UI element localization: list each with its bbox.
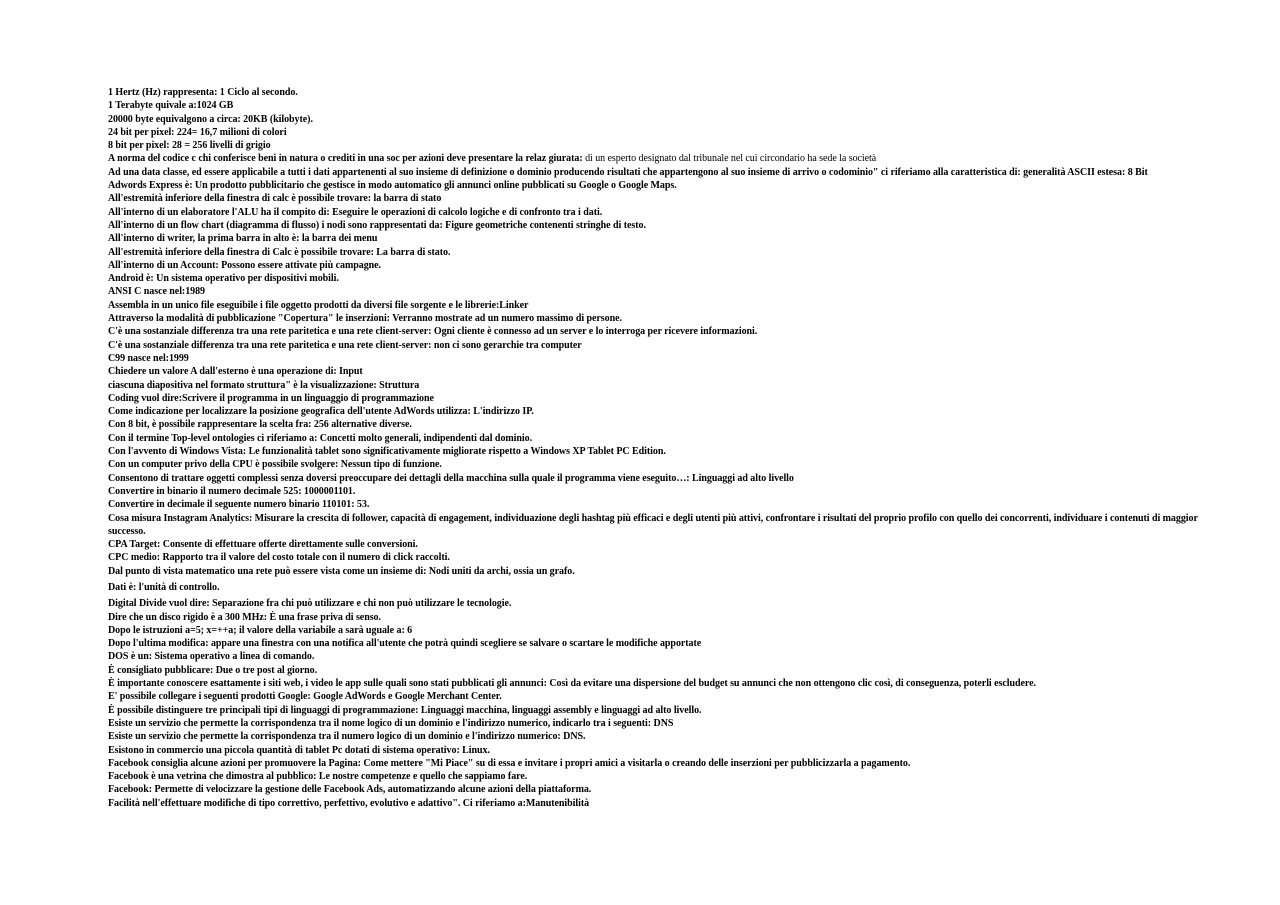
text-line-content: Facebook consiglia alcune azioni per promuovere la Pagina: Come mettere "Mi Piace" su di essa e invitare i propri amici a visitarla o creando delle inserzioni per pubblicizzarla a pagamento. — [108, 757, 911, 769]
text-line-content: Facebook è una vetrina che dimostra al pubblico: Le nostre competenze e quello che sappiamo fare. — [108, 771, 528, 783]
text-line — [108, 352, 1200, 365]
text-line-content: Con il termine Top-level ontologies ci riferiamo a: Concetti molto generali, indipendenti dal dominio. — [108, 432, 533, 444]
text-line — [108, 99, 1200, 112]
text-line-content: Facebook: Permette di velocizzare la gestione delle Facebook Ads, automatizzando alcune azioni della piattaforma. — [108, 784, 592, 796]
text-line-content: Attraverso la modalità di pubblicazione "Copertura" le inserzioni: Verranno mostrate ad un numero massimo di persone. — [108, 313, 622, 325]
text-line — [108, 677, 1200, 690]
text-line-content: Esiste un servizio che permette la corrispondenza tra il nome logico di un dominio e l'indirizzo numerico, indicarlo tra i seguenti: DNS — [108, 717, 674, 729]
text-line — [108, 418, 1200, 431]
text-line — [108, 152, 1200, 165]
text-line — [108, 637, 1200, 650]
text-line — [108, 312, 1200, 325]
text-line-content: 8 bit per pixel: 28 = 256 livelli di grigio — [108, 140, 271, 152]
text-line-content: Con 8 bit, è possibile rappresentare la scelta fra: 256 alternative diverse. — [108, 419, 412, 431]
text-line-content: 1 Terabyte quivale a:1024 GB — [108, 100, 234, 112]
text-line-content: C'è una sostanziale differenza tra una rete paritetica e una rete client-server: non ci sono gerarchie tra computer — [108, 339, 582, 351]
text-line-content: 20000 byte equivalgono a circa: 20KB (kilobyte). — [108, 113, 313, 125]
text-line-content: Esistono in commercio una piccola quantità di tablet Pc dotati di sistema operativo: Linux. — [108, 744, 490, 756]
text-line — [108, 704, 1200, 717]
text-line — [108, 498, 1200, 511]
text-line-content: A norma del codice c chi conferisce beni in natura o crediti in una soc per azioni deve presentare la relaz giurata: — [108, 153, 586, 165]
text-line-content: Android è: Un sistema operativo per dispositivi mobili. — [108, 273, 339, 285]
text-line — [108, 757, 1200, 770]
text-line-content: Adwords Express è: Un prodotto pubblicitario che gestisce in modo automatico gli annunci online pubblicati su Google o Google Maps. — [108, 180, 677, 192]
text-line — [108, 206, 1200, 219]
text-line-content: All'estremità inferiore della finestra di calc è possibile trovare: la barra di stato — [108, 193, 442, 205]
text-line — [108, 325, 1200, 338]
text-line — [108, 339, 1200, 352]
text-line-content: ANSI C nasce nel:1989 — [108, 286, 206, 298]
text-line — [108, 770, 1200, 783]
text-line-content: È consigliato pubblicare: Due o tre post al giorno. — [108, 664, 318, 676]
text-line-content: Ad una data classe, ed essere applicabile a tutti i dati appartenenti al suo insieme di definizione o dominio producendo risultati che appartengono al suo insieme di arrivo o codominio" ci riferiamo alla caratteristica di: generalità ASCII estesa: 8 Bit — [108, 166, 1148, 178]
text-line — [108, 232, 1200, 245]
text-line-content: Dopo le istruzioni a=5; x=++a; il valore della variabile a sarà uguale a: 6 — [108, 624, 413, 636]
text-line-content: All'interno di writer, la prima barra in alto è: la barra dei menu — [108, 233, 378, 245]
text-line — [108, 405, 1200, 418]
text-line-content: DOS è un: Sistema operativo a linea di comando. — [108, 651, 315, 663]
text-line — [108, 179, 1200, 192]
text-line — [108, 192, 1200, 205]
text-line — [108, 565, 1200, 578]
text-line — [108, 581, 1200, 594]
text-line — [108, 717, 1200, 730]
text-line-answer: di un esperto designato dal tribunale nel cui circondario ha sede la società — [585, 153, 877, 165]
text-line — [108, 744, 1200, 757]
text-line — [108, 624, 1200, 637]
text-line — [108, 432, 1200, 445]
text-line-content: Dire che un disco rigido è a 300 MHz: È una frase priva di senso. — [108, 611, 381, 623]
text-line-content: C'è una sostanziale differenza tra una rete paritetica e una rete client-server: Ogni cliente è connesso ad un server e lo interroga per ricevere informazioni. — [108, 326, 758, 338]
text-line-content: Convertire in decimale il seguente numero binario 110101: 53. — [108, 499, 370, 511]
text-line-content: C99 nasce nel:1999 — [108, 352, 189, 364]
text-line-content: All'estremità inferiore della finestra di Calc è possibile trovare: La barra di stato. — [108, 246, 451, 258]
text-line — [108, 611, 1200, 624]
text-line-content: È possibile distinguere tre principali tipi di linguaggi di programmazione: Linguaggi macchina, linguaggi assembly e linguaggi ad alto livello. — [108, 704, 702, 716]
document-body — [108, 86, 1200, 810]
text-line-content: Con un computer privo della CPU è possibile svolgere: Nessun tipo di funzione. — [108, 459, 442, 471]
text-line-content: E' possibile collegare i seguenti prodotti Google: Google AdWords e Google Merchant Center. — [108, 691, 502, 703]
text-line-content: All'interno di un Account: Possono essere attivate più campagne. — [108, 259, 382, 271]
text-line — [108, 379, 1200, 392]
text-line-content: Come indicazione per localizzare la posizione geografica dell'utente AdWords utilizza: L'indirizzo IP. — [108, 406, 534, 418]
text-line-content: Consentono di trattare oggetti complessi senza doversi preoccupare dei dettagli della macchina sulla quale il programma viene eseguito…: Linguaggi ad alto livello — [108, 472, 794, 484]
text-line-content: 1 Hertz (Hz) rappresenta: 1 Ciclo al secondo. — [108, 87, 298, 98]
text-line-content: Con l'avvento di Windows Vista: Le funzionalità tablet sono significativamente migliorate rispetto a Windows XP Tablet PC Edition. — [108, 446, 666, 458]
text-line-content: All'interno di un elaboratore l'ALU ha il compito di: Eseguire le operazioni di calcolo logiche e di confronto tra i dati. — [108, 206, 603, 218]
text-line — [108, 597, 1200, 610]
text-line-content: Chiedere un valore A dall'esterno è una operazione di: Input — [108, 366, 363, 378]
text-line — [108, 259, 1200, 272]
text-line — [108, 166, 1200, 179]
text-line — [108, 392, 1200, 405]
text-line — [108, 551, 1200, 564]
text-line — [108, 246, 1200, 259]
text-line — [108, 730, 1200, 743]
text-line-content: Convertire in binario il numero decimale 525: 1000001101. — [108, 485, 356, 497]
text-line — [108, 783, 1200, 796]
text-line — [108, 458, 1200, 471]
text-line-content: Dopo l'ultima modifica: appare una finestra con una notifica all'utente che potrà quindi scegliere se salvare o scartare le modifiche apportate — [108, 638, 702, 650]
text-line — [108, 690, 1200, 703]
text-line — [108, 472, 1200, 485]
text-line — [108, 299, 1200, 312]
text-line-content: Coding vuol dire:Scrivere il programma in un linguaggio di programmazione — [108, 392, 434, 404]
text-line-content: Digital Divide vuol dire: Separazione fra chi può utilizzare e chi non può utilizzare le tecnologie. — [108, 598, 512, 610]
text-line — [108, 86, 1200, 99]
text-line — [108, 139, 1200, 152]
text-line-content: CPA Target: Consente di effettuare offerte direttamente sulle conversioni. — [108, 539, 418, 551]
text-line-content: Cosa misura Instagram Analytics: Misurare la crescita di follower, capacità di engagement, individuazione degli hashtag più efficaci e degli utenti più attivi, confrontare i risultati del proprio profilo con quello dei concorrenti, individuare i contenuti di maggior successo. — [108, 512, 1198, 537]
text-line-content: Dati è: l'unità di controllo. — [108, 581, 220, 593]
text-line-content: Esiste un servizio che permette la corrispondenza tra il numero logico di un dominio e l'indirizzo numerico: DNS. — [108, 731, 586, 743]
text-line — [108, 365, 1200, 378]
text-line-content: CPC medio: Rapporto tra il valore del costo totale con il numero di click raccolti. — [108, 552, 450, 564]
text-line-content: Assembla in un unico file eseguibile i file oggetto prodotti da diversi file sorgente e le librerie:Linker — [108, 299, 529, 311]
text-line-content: Facilità nell'effettuare modifiche di tipo correttivo, perfettivo, evolutivo e adattivo". Ci riferiamo a:Manutenibilità — [108, 797, 590, 809]
text-line-content: È importante conoscere esattamente i siti web, i video le app sulle quali sono stati pubblicati gli annunci: Così da evitare una dispersione del budget su annunci che non ottengono clic così, di conseguenza, poterli escludere. — [108, 678, 1036, 690]
text-line — [108, 219, 1200, 232]
text-line — [108, 445, 1200, 458]
text-line — [108, 650, 1200, 663]
text-line — [108, 126, 1200, 139]
text-line — [108, 538, 1200, 551]
text-line-content: ciascuna diapositiva nel formato struttura" è la visualizzazione: Struttura — [108, 379, 420, 391]
text-line — [108, 272, 1200, 285]
text-line-content: Dal punto di vista matematico una rete può essere vista come un insieme di: Nodi uniti da archi, ossia un grafo. — [108, 565, 575, 577]
text-line — [108, 512, 1200, 539]
text-line — [108, 664, 1200, 677]
text-line — [108, 797, 1200, 810]
text-line-content: All'interno di un flow chart (diagramma di flusso) i nodi sono rappresentati da: Figure geometriche contenenti stringhe di testo. — [108, 219, 646, 231]
text-line — [108, 285, 1200, 298]
text-line-content: 24 bit per pixel: 224= 16,7 milioni di colori — [108, 126, 287, 138]
text-line — [108, 485, 1200, 498]
text-line — [108, 113, 1200, 126]
